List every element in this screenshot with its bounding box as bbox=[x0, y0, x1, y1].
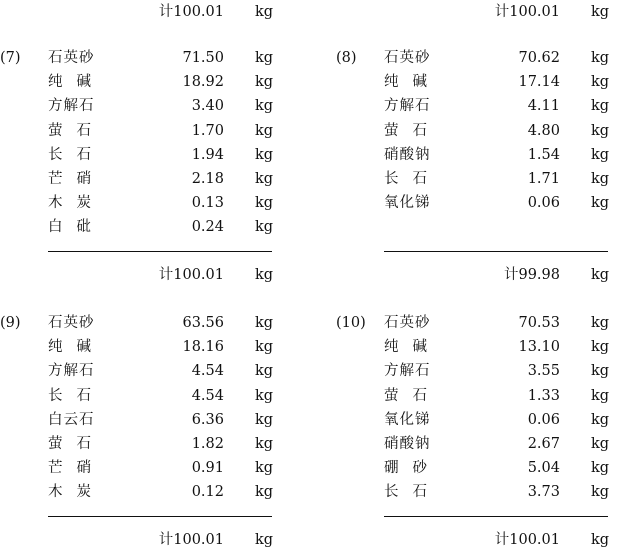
ingredient-row bbox=[336, 480, 611, 504]
total-text: 计99.98 bbox=[503, 266, 560, 283]
ingredient-row bbox=[0, 167, 275, 191]
unit-label: kg bbox=[591, 436, 610, 452]
ingredient-value: 1.54 bbox=[527, 146, 560, 163]
ingredient-name: 石英砂 bbox=[48, 50, 95, 66]
recipe-number: (7) bbox=[0, 50, 21, 66]
ingredient-name: 纯碱 bbox=[384, 74, 441, 91]
ingredient-row bbox=[0, 46, 275, 70]
ingredient-row bbox=[0, 191, 275, 215]
ingredient-row bbox=[336, 359, 611, 383]
unit-label: kg bbox=[255, 50, 274, 66]
ingredient-row bbox=[0, 94, 275, 118]
unit-label: kg bbox=[591, 484, 610, 501]
unit-label: kg bbox=[255, 122, 274, 139]
unit-label: kg bbox=[255, 4, 274, 20]
ingredient-row bbox=[0, 215, 275, 239]
unit-label: kg bbox=[255, 74, 274, 91]
total-text: 计100.01 bbox=[158, 266, 224, 283]
ingredient-name: 石英砂 bbox=[384, 50, 431, 66]
unit-label: kg bbox=[255, 171, 274, 187]
unit-label: kg bbox=[591, 339, 610, 356]
unit-label: kg bbox=[255, 363, 274, 380]
ingredient-name: 硼砂 bbox=[384, 460, 441, 477]
sum-rule-line bbox=[384, 516, 608, 517]
total-row bbox=[336, 528, 611, 552]
ingredient-value: 71.50 bbox=[182, 50, 224, 66]
ingredient-name: 纯碱 bbox=[48, 74, 105, 91]
ingredient-name: 方解石 bbox=[48, 363, 95, 380]
ingredient-value: 0.91 bbox=[191, 460, 224, 477]
ingredient-value: 18.92 bbox=[182, 74, 224, 91]
ingredient-row bbox=[336, 46, 611, 70]
ingredient-row bbox=[336, 70, 611, 94]
ingredient-value: 70.53 bbox=[518, 315, 560, 331]
ingredient-row bbox=[336, 384, 611, 408]
unit-label: kg bbox=[591, 74, 610, 91]
unit-label: kg bbox=[591, 531, 610, 548]
ingredient-value: 63.56 bbox=[182, 315, 224, 331]
ingredient-value: 18.16 bbox=[182, 339, 224, 356]
unit-label: kg bbox=[255, 339, 274, 356]
ingredient-name: 硝酸钠 bbox=[384, 436, 431, 452]
total-row bbox=[0, 528, 275, 552]
unit-label: kg bbox=[255, 219, 274, 236]
ingredient-row bbox=[0, 335, 275, 359]
recipe-number: (10) bbox=[336, 315, 366, 331]
ingredient-name: 长石 bbox=[384, 171, 441, 187]
ingredient-row bbox=[0, 408, 275, 432]
unit-label: kg bbox=[255, 315, 274, 331]
ingredient-value: 17.14 bbox=[518, 74, 560, 91]
unit-label: kg bbox=[591, 146, 610, 163]
ingredient-row bbox=[0, 70, 275, 94]
total-text: 计100.01 bbox=[158, 531, 224, 548]
unit-label: kg bbox=[255, 436, 274, 452]
sum-rule-line bbox=[48, 251, 272, 252]
ingredient-value: 0.12 bbox=[191, 484, 224, 501]
unit-label: kg bbox=[591, 315, 610, 331]
ingredient-row bbox=[0, 456, 275, 480]
ingredient-name: 石英砂 bbox=[384, 315, 431, 331]
unit-label: kg bbox=[591, 171, 610, 187]
total-text: 计100.01 bbox=[494, 4, 560, 20]
ingredient-value: 1.33 bbox=[527, 387, 560, 404]
ingredient-value: 4.80 bbox=[527, 122, 560, 139]
ingredient-name: 萤石 bbox=[48, 122, 105, 139]
unit-label: kg bbox=[255, 266, 274, 283]
unit-label: kg bbox=[255, 146, 274, 163]
ingredient-value: 1.70 bbox=[191, 122, 224, 139]
ingredient-row bbox=[336, 456, 611, 480]
unit-label: kg bbox=[591, 4, 610, 20]
unit-label: kg bbox=[591, 50, 610, 66]
total-text: 计100.01 bbox=[494, 531, 560, 548]
ingredient-value: 1.94 bbox=[191, 146, 224, 163]
ingredient-value: 4.54 bbox=[191, 387, 224, 404]
ingredient-value: 2.18 bbox=[191, 171, 224, 187]
ingredient-row bbox=[336, 335, 611, 359]
ingredient-value: 3.73 bbox=[527, 484, 560, 501]
unit-label: kg bbox=[591, 460, 610, 477]
ingredient-name: 长石 bbox=[384, 484, 441, 501]
ingredient-row bbox=[0, 432, 275, 456]
ingredient-name: 芒硝 bbox=[48, 460, 105, 477]
ingredient-name: 白云石 bbox=[48, 411, 95, 428]
ingredient-value: 0.24 bbox=[191, 219, 224, 236]
ingredient-row bbox=[0, 119, 275, 143]
recipe-number: (9) bbox=[0, 315, 21, 331]
unit-label: kg bbox=[591, 122, 610, 139]
ingredient-row bbox=[336, 191, 611, 215]
ingredient-name: 萤石 bbox=[384, 387, 441, 404]
ingredient-name: 方解石 bbox=[384, 363, 431, 380]
unit-label: kg bbox=[591, 363, 610, 380]
ingredient-name: 纯碱 bbox=[384, 339, 441, 356]
total-row bbox=[0, 263, 275, 287]
ingredient-value: 2.67 bbox=[527, 436, 560, 452]
ingredient-name: 萤石 bbox=[48, 436, 105, 452]
recipe-number: (8) bbox=[336, 50, 357, 66]
ingredient-value: 13.10 bbox=[518, 339, 560, 356]
ingredient-value: 3.55 bbox=[527, 363, 560, 380]
ingredient-row bbox=[0, 384, 275, 408]
ingredient-value: 3.40 bbox=[191, 98, 224, 115]
unit-label: kg bbox=[255, 531, 274, 548]
ingredient-value: 5.04 bbox=[527, 460, 560, 477]
ingredient-name: 芒硝 bbox=[48, 171, 105, 187]
ingredient-name: 长石 bbox=[48, 387, 105, 404]
ingredient-name: 石英砂 bbox=[48, 315, 95, 331]
ingredient-name: 方解石 bbox=[48, 98, 95, 115]
ingredient-name: 木炭 bbox=[48, 484, 105, 501]
total-text: 计100.01 bbox=[158, 4, 224, 20]
unit-label: kg bbox=[591, 266, 610, 283]
ingredient-name: 纯碱 bbox=[48, 339, 105, 356]
ingredient-row bbox=[0, 480, 275, 504]
ingredient-name: 方解石 bbox=[384, 98, 431, 115]
ingredient-name: 白砒 bbox=[48, 219, 105, 236]
ingredient-row bbox=[336, 143, 611, 167]
ingredient-value: 1.71 bbox=[527, 171, 560, 187]
ingredient-value: 4.54 bbox=[191, 363, 224, 380]
ingredient-row bbox=[0, 359, 275, 383]
ingredient-value: 6.36 bbox=[191, 411, 224, 428]
ingredient-value: 1.82 bbox=[191, 436, 224, 452]
ingredient-value: 0.06 bbox=[527, 411, 560, 428]
ingredient-name: 长石 bbox=[48, 146, 105, 163]
ingredient-value: 0.06 bbox=[527, 195, 560, 212]
ingredient-name: 硝酸钠 bbox=[384, 146, 431, 163]
ingredient-name: 木炭 bbox=[48, 195, 105, 212]
unit-label: kg bbox=[591, 411, 610, 428]
ingredient-row bbox=[336, 408, 611, 432]
ingredient-row bbox=[336, 119, 611, 143]
ingredient-name: 萤石 bbox=[384, 122, 441, 139]
ingredient-row bbox=[336, 94, 611, 118]
unit-label: kg bbox=[255, 195, 274, 212]
unit-label: kg bbox=[591, 195, 610, 212]
unit-label: kg bbox=[591, 387, 610, 404]
unit-label: kg bbox=[255, 460, 274, 477]
ingredient-row bbox=[336, 311, 611, 335]
ingredient-row bbox=[336, 167, 611, 191]
ingredient-value: 70.62 bbox=[518, 50, 560, 66]
ingredient-value: 0.13 bbox=[191, 195, 224, 212]
total-row bbox=[336, 263, 611, 287]
unit-label: kg bbox=[255, 411, 274, 428]
ingredient-name: 氧化锑 bbox=[384, 411, 431, 428]
unit-label: kg bbox=[591, 98, 610, 115]
ingredient-name: 氧化锑 bbox=[384, 195, 431, 212]
unit-label: kg bbox=[255, 387, 274, 404]
unit-label: kg bbox=[255, 98, 274, 115]
sum-rule-line bbox=[48, 516, 272, 517]
ingredient-value: 4.11 bbox=[527, 98, 560, 115]
ingredient-row bbox=[0, 143, 275, 167]
ingredient-row bbox=[336, 432, 611, 456]
sum-rule-line bbox=[384, 251, 608, 252]
unit-label: kg bbox=[255, 484, 274, 501]
ingredient-row bbox=[0, 311, 275, 335]
